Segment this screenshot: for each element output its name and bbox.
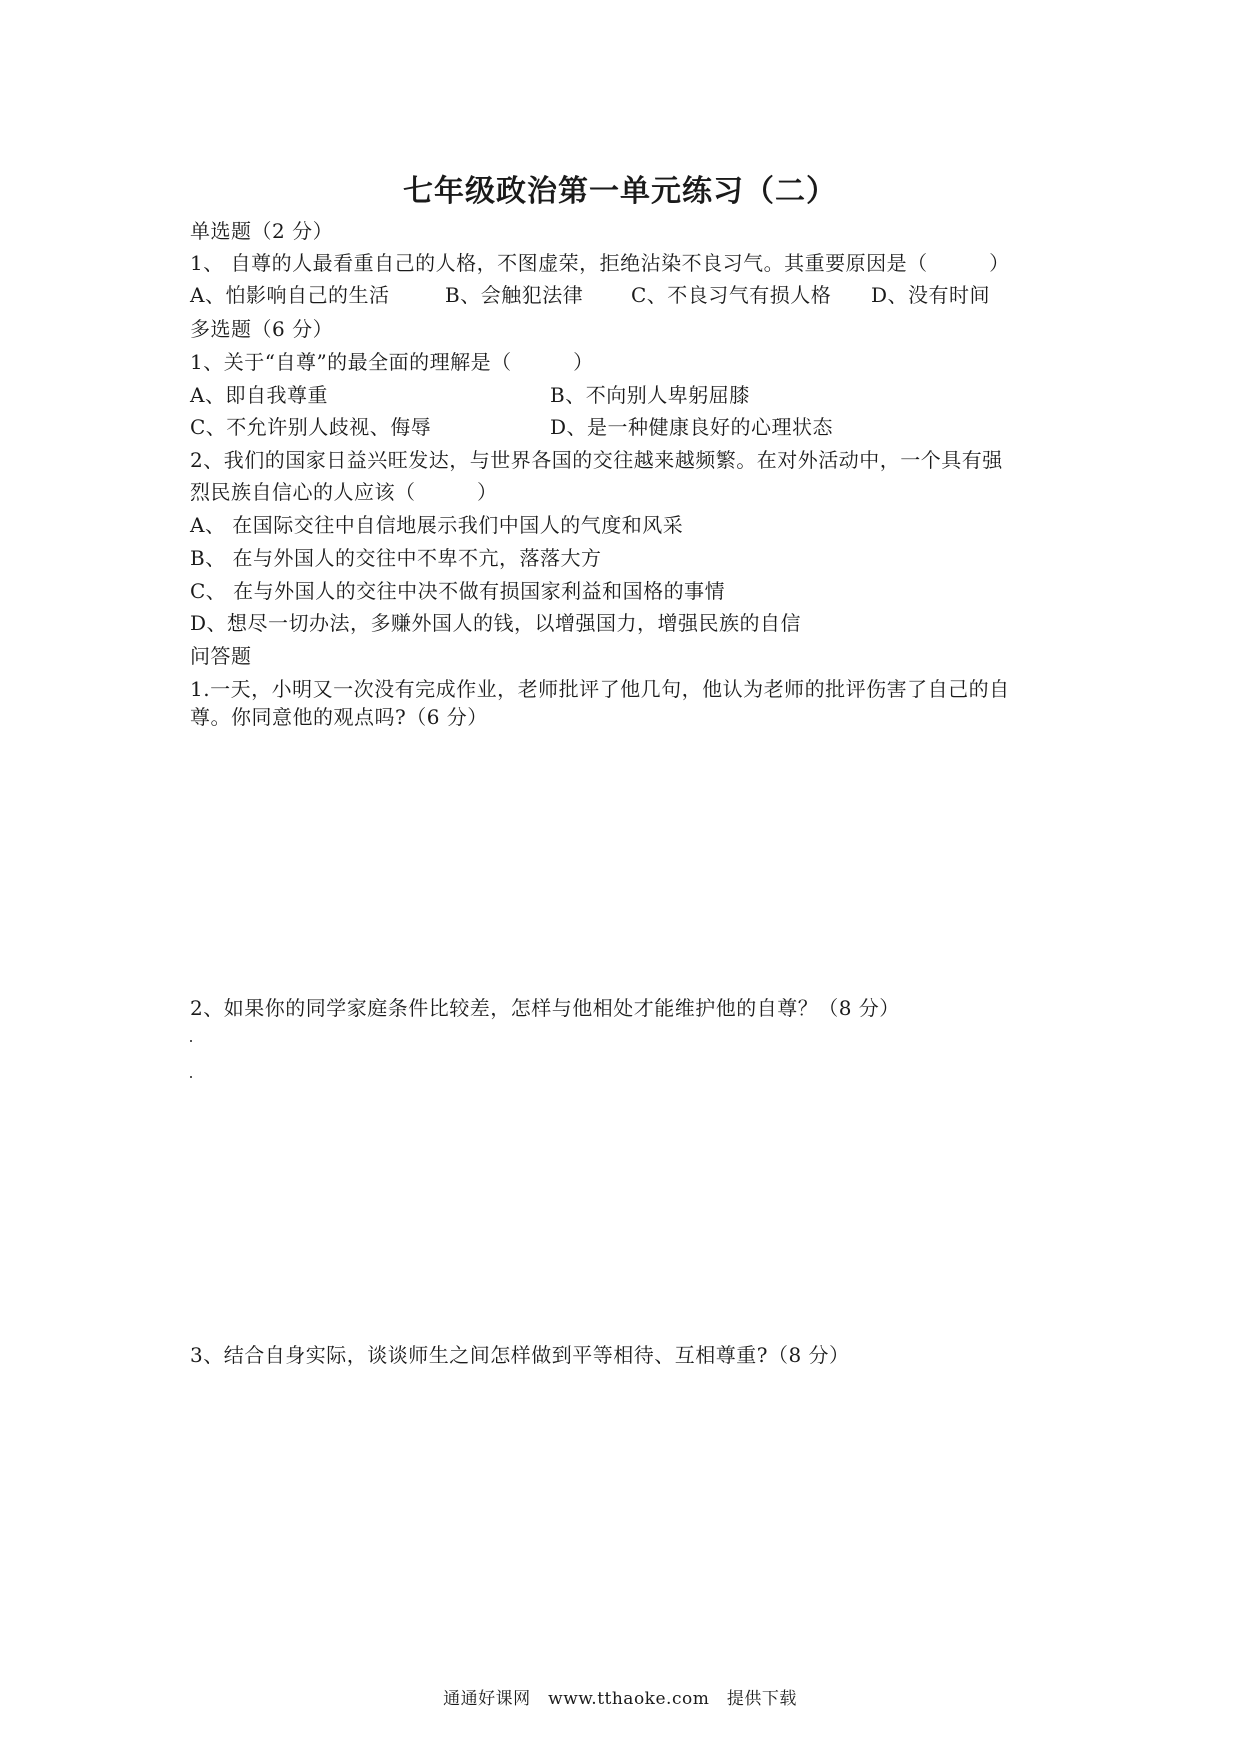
multi-choice-q2-option-a: A、 在国际交往中自信地展示我们中国人的气度和风采 bbox=[190, 513, 684, 537]
multi-choice-q1-option-a: A、即自我尊重 bbox=[190, 383, 328, 407]
multi-choice-q1-option-c: C、不允许别人歧视、侮辱 bbox=[190, 415, 432, 439]
multi-choice-heading: 多选题（6 分） bbox=[190, 317, 334, 341]
multi-choice-q1-option-b: B、不向别人卑躬屈膝 bbox=[550, 383, 750, 407]
scan-speck bbox=[190, 1040, 192, 1042]
multi-choice-q2-option-d: D、想尽一切办法，多赚外国人的钱，以增强国力，增强民族的自信 bbox=[190, 611, 802, 635]
qa-q3: 3、结合自身实际，谈谈师生之间怎样做到平等相待、互相尊重?（8 分） bbox=[190, 1343, 850, 1367]
option-c: C、不良习气有损人格 bbox=[631, 283, 832, 307]
page-title: 七年级政治第一单元练习（二） bbox=[403, 174, 837, 209]
option-d: D、没有时间 bbox=[871, 283, 991, 307]
qa-heading: 问答题 bbox=[190, 644, 252, 668]
qa-q1-line1: 1.一天，小明又一次没有完成作业，老师批评了他几句，他认为老师的批评伤害了自己的自 bbox=[190, 677, 1010, 701]
multi-choice-q2-stem-line2: 烈民族自信心的人应该（ ） bbox=[190, 480, 498, 504]
single-choice-q1-stem: 1、 自尊的人最看重自己的人格，不图虚荣，拒绝沾染不良习气。其重要原因是（ ） bbox=[190, 251, 1010, 275]
multi-choice-q2-option-c: C、 在与外国人的交往中决不做有损国家利益和国格的事情 bbox=[190, 579, 726, 603]
footer-source: 通通好课网 www.tthaoke.com 提供下载 bbox=[443, 1689, 797, 1709]
multi-choice-q2-stem-line1: 2、我们的国家日益兴旺发达，与世界各国的交往越来越频繁。在对外活动中，一个具有强 bbox=[190, 448, 1003, 472]
single-choice-heading: 单选题（2 分） bbox=[190, 219, 334, 243]
multi-choice-q1-stem: 1、关于“自尊”的最全面的理解是（ ） bbox=[190, 350, 594, 374]
option-b: B、会触犯法律 bbox=[445, 283, 584, 307]
multi-choice-q1-option-d: D、是一种健康良好的心理状态 bbox=[550, 415, 834, 439]
multi-choice-q2-option-b: B、 在与外国人的交往中不卑不亢，落落大方 bbox=[190, 546, 602, 570]
scan-speck bbox=[190, 1076, 192, 1078]
qa-q2: 2、如果你的同学家庭条件比较差，怎样与他相处才能维护他的自尊？（8 分） bbox=[190, 996, 900, 1020]
option-a: A、怕影响自己的生活 bbox=[190, 283, 390, 307]
qa-q1-line2: 尊。你同意他的观点吗?（6 分） bbox=[190, 705, 488, 729]
single-choice-q1-options bbox=[190, 282, 990, 308]
